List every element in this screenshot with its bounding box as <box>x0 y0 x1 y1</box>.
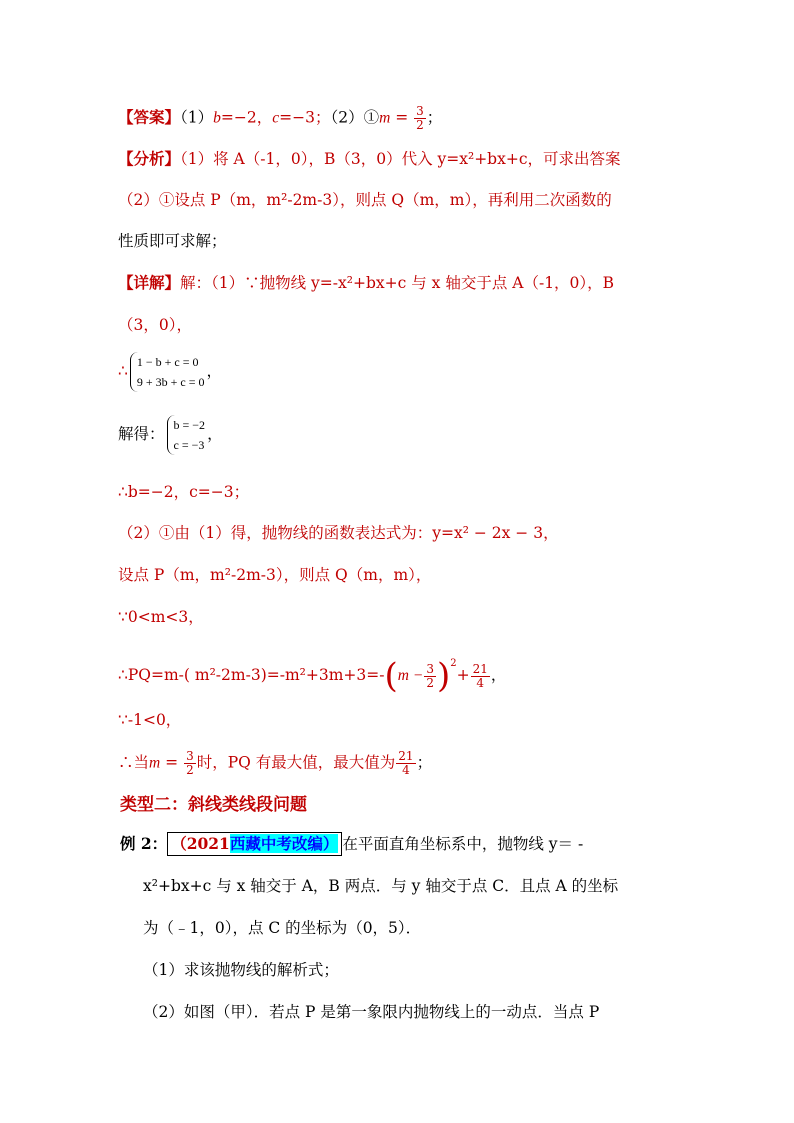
detail-because-text: ∵0<m<3， <box>118 608 204 626</box>
example-line-1 <box>120 832 583 856</box>
analysis-text-2: （2）①设点 P（m，m²-2m-3），则点 Q（m，m），再利用二次函数的 <box>118 191 612 209</box>
example-question-1 <box>143 958 339 982</box>
max-end: ； <box>416 753 433 772</box>
answer-eq: = <box>390 108 414 127</box>
detail-result-text: ∴b=−2，c=−3； <box>118 483 250 501</box>
detail-system-2 <box>118 415 223 455</box>
answer-part2-marker: （2）① <box>330 108 380 127</box>
detail-text-2: （3，0）， <box>118 316 192 334</box>
detail-line-2 <box>118 313 192 337</box>
when-rest: 时，PQ 有最大值，最大值为 <box>196 753 396 772</box>
example-question-2 <box>143 1000 599 1024</box>
pq-m: m − <box>397 667 424 684</box>
system1-comma: ， <box>206 362 223 380</box>
system1-eq2: 9 + 3b + c = 0 <box>136 375 205 389</box>
system2-eq2: c = −3 <box>173 438 205 452</box>
answer-c: c <box>272 109 280 127</box>
answer-c-value: =−3； <box>279 108 331 127</box>
analysis-label: 【分析】 <box>118 149 181 168</box>
detail-setP <box>118 563 431 587</box>
detail-neg <box>118 708 181 732</box>
analysis-line-1 <box>118 147 621 171</box>
example-text-1: 在平面直角坐标系中，抛物线 y＝ - <box>342 835 584 853</box>
pq-frac2-den: 4 <box>476 675 485 690</box>
when-fraction <box>184 750 196 777</box>
answer-label: 【答案】 <box>118 107 181 127</box>
example-label: 例 2： <box>120 834 168 853</box>
example-q2-text: （2）如图（甲）．若点 P 是第一象限内抛物线上的一动点．当点 P <box>143 1003 600 1021</box>
pq-square: 2 <box>450 658 457 669</box>
when-frac-num: 3 <box>186 749 194 763</box>
detail-because <box>118 605 204 629</box>
answer-b-value: =−2， <box>220 108 273 127</box>
detail-result <box>118 480 249 504</box>
max-frac-num: 21 <box>398 749 414 763</box>
analysis-text-1: （1）将 A（-1，0），B（3，0）代入 y=x²+bx+c，可求出答案 <box>180 150 621 168</box>
pq-prefix: ∴PQ=m-( m²-2m-3)=-m²+3m+3=- <box>118 666 385 684</box>
equation-system-1 <box>130 352 205 392</box>
tag-open: （ <box>171 834 187 853</box>
example-line-2 <box>143 874 618 898</box>
pq-plus: + <box>456 666 470 684</box>
answer-end: ； <box>426 108 443 127</box>
analysis-line-3 <box>118 229 227 253</box>
detail-system-1 <box>118 352 222 392</box>
analysis-line-2 <box>118 188 612 212</box>
answer-fraction <box>414 105 426 132</box>
example-source-tag <box>167 832 342 856</box>
system2-comma: ， <box>207 425 223 443</box>
answer-frac-num: 3 <box>416 104 424 118</box>
example-text-3: 为（﹣1，0），点 C 的坐标为（0，5）． <box>143 919 422 937</box>
detail-neg-text: ∵-1<0， <box>118 711 182 729</box>
equation-system-2 <box>167 415 206 455</box>
tag-year: 2021 <box>186 834 230 853</box>
detail-label: 【详解】 <box>118 273 181 292</box>
detail-part2 <box>118 521 559 545</box>
max-frac-den: 4 <box>402 763 410 777</box>
system1-eq1: 1 − b + c = 0 <box>136 355 199 369</box>
detail-part2-text: （2）①由（1）得，抛物线的函数表达式为：y=x² − 2x − 3， <box>118 524 559 542</box>
tag-source: 西藏中考改编） <box>229 834 339 853</box>
section-title: 类型二：斜线类线段问题 <box>120 795 307 815</box>
answer-m: m <box>379 109 391 127</box>
pq-end: ， <box>490 666 507 684</box>
pq-fraction-2 <box>471 663 490 690</box>
detail-max <box>118 750 432 777</box>
example-line-3 <box>143 916 421 940</box>
answer-part1-marker: （1） <box>180 108 214 127</box>
solve-label: 解得： <box>118 425 165 443</box>
when-eq: = <box>160 753 184 772</box>
detail-line-1 <box>118 271 614 295</box>
example-text-2: x²+bx+c 与 x 轴交于 A，B 两点．与 y 轴交于点 C．且点 A 的坐标 <box>143 877 619 895</box>
system2-eq1: b = −2 <box>173 418 206 432</box>
pq-frac2-num: 21 <box>472 661 488 676</box>
pq-fraction <box>424 663 436 690</box>
answer-frac-den: 2 <box>416 118 424 132</box>
pq-frac-num: 3 <box>426 661 434 676</box>
answer-b: b <box>213 109 221 127</box>
when-frac-den: 2 <box>186 763 194 777</box>
when-m: m <box>149 754 161 772</box>
therefore-symbol: ∴ <box>118 362 128 380</box>
max-fraction <box>396 750 415 777</box>
left-paren: ( <box>384 656 398 696</box>
detail-setP-text: 设点 P（m，m²-2m-3），则点 Q（m，m）， <box>118 566 432 584</box>
example-q1-text: （1）求该抛物线的解析式； <box>143 961 339 979</box>
answer-line <box>118 105 442 132</box>
detail-pq <box>118 652 507 696</box>
detail-text-1: 解：（1）∵抛物线 y=-x²+bx+c 与 x 轴交于点 A（-1，0），B <box>180 274 615 292</box>
analysis-text-3: 性质即可求解； <box>118 232 227 250</box>
right-paren: ) <box>436 656 451 696</box>
when-label: ∴当 <box>118 753 150 772</box>
pq-frac-den: 2 <box>426 675 434 690</box>
